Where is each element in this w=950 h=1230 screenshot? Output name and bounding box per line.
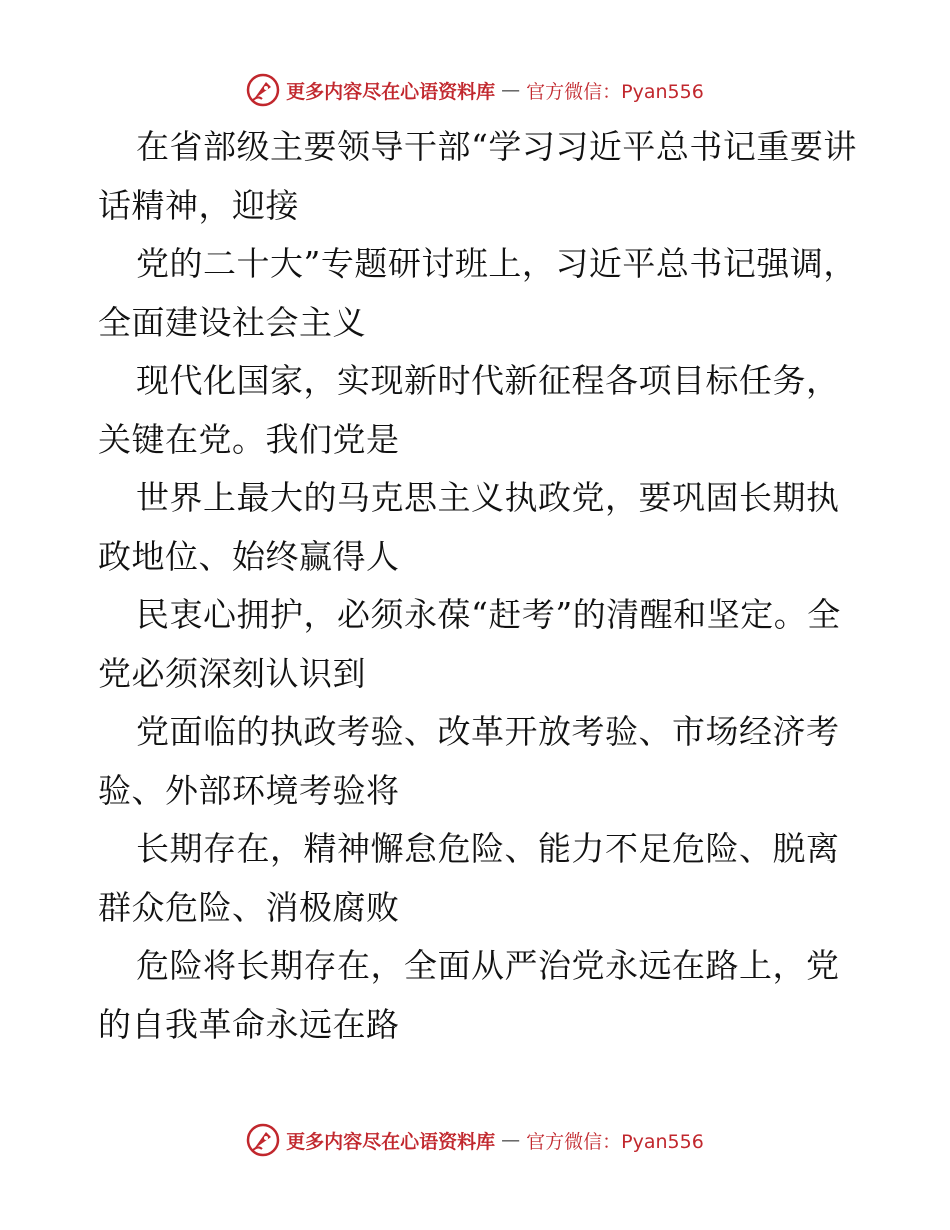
pen-nib-logo-icon: [246, 1123, 280, 1157]
paragraph: 危险将长期存在，全面从严治党永远在路上，党的自我革命永远在路: [98, 946, 840, 1044]
footer-site-text: 更多内容尽在心语资料库: [286, 1130, 496, 1153]
paragraph: 党面临的执政考验、改革开放考验、市场经济考验、外部环境考验将: [98, 712, 840, 810]
paragraph: 党的二十大”专题研讨班上，习近平总书记强调，全面建设社会主义: [98, 244, 857, 342]
paragraph: 长期存在，精神懈怠危险、能力不足危险、脱离群众危险、消极腐败: [98, 829, 840, 927]
pen-nib-logo-icon: [246, 73, 280, 107]
header-banner: [0, 70, 950, 110]
footer-contact-text: 官方微信：Pyan556: [526, 1130, 704, 1153]
paragraph: 民衷心拥护，必须永葆“赶考”的清醒和坚定。全党必须深刻认识到: [98, 595, 841, 693]
footer-banner: [0, 1120, 950, 1160]
document-body: [98, 118, 858, 1054]
header-site-text: 更多内容尽在心语资料库: [286, 80, 496, 103]
paragraph: 在省部级主要领导干部“学习习近平总书记重要讲话精神，迎接: [98, 127, 857, 225]
paragraph: 现代化国家，实现新时代新征程各项目标任务，关键在党。我们党是: [98, 361, 840, 459]
paragraph: 世界上最大的马克思主义执政党，要巩固长期执政地位、始终赢得人: [98, 478, 840, 576]
header-contact-text: 官方微信：Pyan556: [526, 80, 704, 103]
header-separator: —: [501, 79, 521, 101]
footer-separator: —: [501, 1129, 521, 1151]
